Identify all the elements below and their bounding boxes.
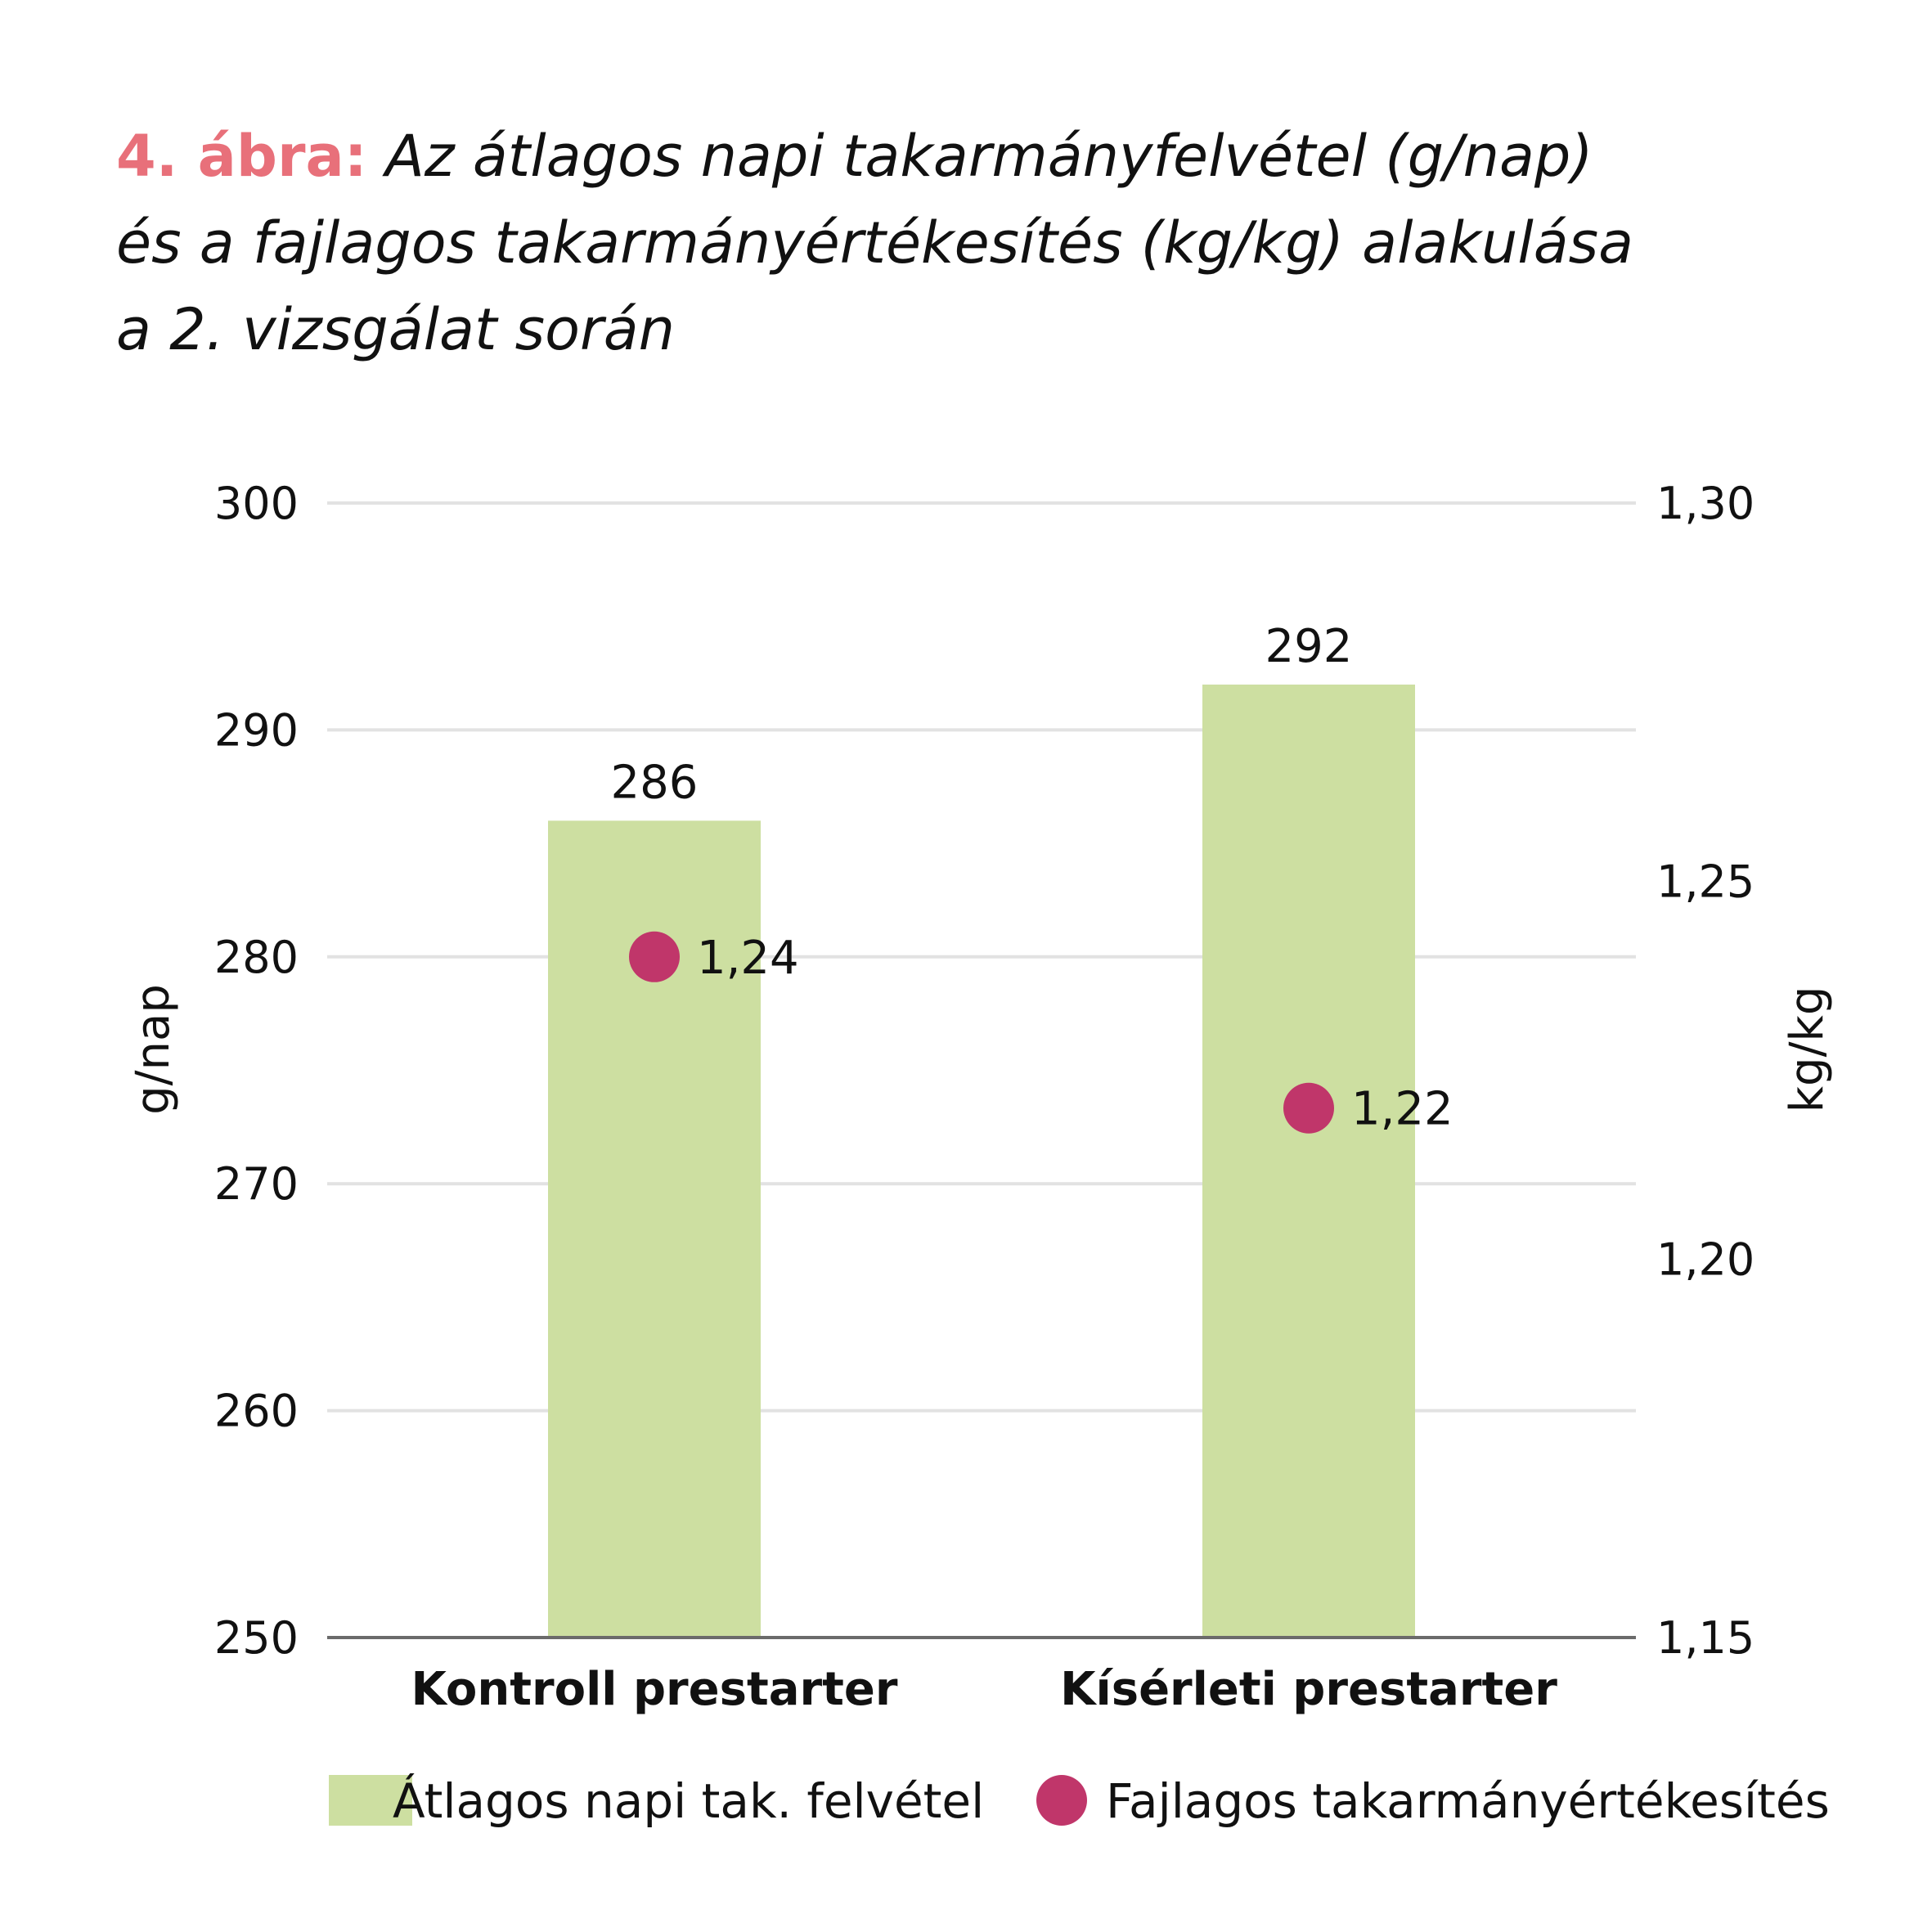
title-line-3: a 2. vizsgálat során <box>116 296 675 363</box>
x-category-label: Kísérleti prestarter <box>1060 1663 1557 1716</box>
y-left-tick-label: 270 <box>213 1158 299 1211</box>
bar-data-label: 286 <box>610 756 699 810</box>
bar-data-label: 292 <box>1265 619 1353 673</box>
title-line-1: Az átlagos napi takarmányfelvétel (g/nap) <box>385 123 1593 190</box>
y-left-tick-label: 290 <box>213 704 299 757</box>
data-point <box>629 932 680 982</box>
y-left-tick-label: 250 <box>213 1612 299 1664</box>
y-right-tick-label: 1,15 <box>1656 1612 1755 1664</box>
legend-label-point: Fajlagos takarmányértékesítés <box>1106 1773 1830 1829</box>
y-left-tick-label: 300 <box>213 478 299 529</box>
data-point <box>1283 1083 1334 1134</box>
y-right-axis-title: kg/kg <box>1781 986 1834 1113</box>
title-line-2: és a fajlagos takarmányértékesítés (kg/kg) alakulása <box>116 209 1634 276</box>
point-data-label: 1,24 <box>697 931 799 985</box>
point-data-label: 1,22 <box>1351 1082 1453 1136</box>
y-right-tick-label: 1,25 <box>1656 856 1755 908</box>
y-left-tick-label: 260 <box>213 1385 299 1437</box>
y-right-tick-label: 1,20 <box>1656 1233 1755 1286</box>
figure-label: 4. ábra: <box>116 123 367 190</box>
legend-label-bar: Átlagos napi tak. felvétel <box>393 1773 985 1829</box>
y-left-axis-title: g/nap <box>127 984 180 1115</box>
y-right-tick-label: 1,30 <box>1656 478 1755 529</box>
legend-swatch-point <box>1036 1775 1087 1826</box>
x-category-label: Kontroll prestarter <box>411 1663 898 1716</box>
bar <box>1202 685 1415 1638</box>
y-left-tick-label: 280 <box>213 931 299 983</box>
